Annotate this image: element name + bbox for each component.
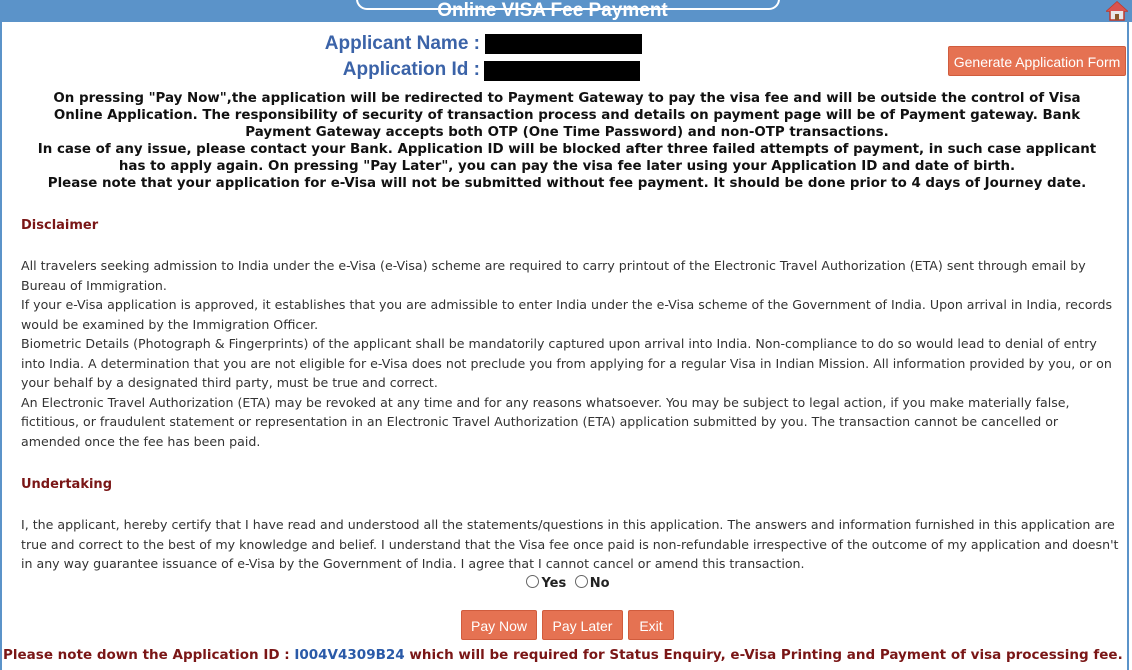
disclaimer-paragraph: If your e-Visa application is approved, it establishes that you are admissible to enter India under the e-Visa scheme of the Government of India. Upon arrival in India, records would be examined by the Immigration Officer. (21, 297, 1113, 332)
pay-now-button[interactable]: Pay Now (461, 610, 537, 640)
home-icon[interactable] (1106, 1, 1128, 21)
frame-border-left (0, 22, 2, 670)
disclaimer-heading: Disclaimer (21, 218, 99, 233)
disclaimer-paragraph: All travelers seeking admission to India under the e-Visa (e-Visa) scheme are required to carry printout of the Electronic Travel Authorization (ETA) sent through email by Bureau of Immigration. (21, 258, 1086, 293)
undertaking-heading: Undertaking (21, 477, 112, 492)
yes-label: Yes (541, 576, 567, 591)
generate-application-form-button[interactable]: Generate Application Form (948, 46, 1126, 76)
disclaimer-paragraph: Biometric Details (Photograph & Fingerprints) of the applicant shall be mandatorily captured upon arrival into India. Non-compliance to do so would lead to denial of entry into India. A determination that you are not eligible for e-Visa does not preclude you from applying for a regular Visa in Indian Mission. All information provided by you, or on your behalf by a designated third party, must be true and correct. (21, 336, 1112, 390)
page-title: Online VISA Fee Payment (437, 0, 668, 21)
application-id-label: Application Id : (342, 59, 480, 80)
footer-suffix: which will be required for Status Enquiry, e-Visa Printing and Payment of visa processing fee. (409, 647, 1123, 663)
notice-line: Online Application. The responsibility of security of transaction process and details on payment page will be of Payment gateway. Bank (53, 108, 1081, 123)
notice-line: Please note that your application for e-Visa will not be submitted without fee payment. It should be done prior to 4 days of Journey date. (47, 176, 1087, 191)
notice-line: In case of any issue, please contact your Bank. Application ID will be blocked after three failed attempts of payment, in such case applicant (37, 142, 1097, 157)
application-id-redacted (484, 61, 640, 81)
applicant-name-redacted (485, 34, 642, 54)
notice-line: has to apply again. On pressing "Pay Later", you can pay the visa fee later using your Application ID and date of birth. (118, 159, 1016, 174)
notice-line: On pressing "Pay Now",the application will be redirected to Payment Gateway to pay the visa fee and will be outside the control of Visa (53, 91, 1081, 106)
applicant-name-label: Applicant Name : (324, 33, 480, 54)
footer-prefix: Please note down the Application ID : (3, 647, 290, 663)
application-id-footer (3, 647, 1123, 663)
exit-button[interactable]: Exit (628, 610, 674, 640)
footer-application-id: I004V4309B24 (294, 647, 405, 663)
notice-line: Payment Gateway accepts both OTP (One Time Password) and non-OTP transactions. (245, 125, 889, 140)
disclaimer-paragraph: An Electronic Travel Authorization (ETA) may be revoked at any time and for any reasons whatsoever. You may be subject to legal action, if you make materially false, fictitious, or fraudulent statement or representation in an Electronic Travel Authorization (ETA) application submitted by you. The transaction cannot be cancelled or amended once the fee has been paid. (21, 394, 1070, 449)
disclaimer-text (21, 256, 1121, 451)
undertaking-text: I, the applicant, hereby certify that I have read and understood all the statements/questions in this application. The answers and information furnished in this application are true and correct to the best of my knowledge and belief. I understand that the Visa fee once paid is non-refundable irrespective of the outcome of my application and doesn't in any way guarantee issuance of e-Visa by the Government of India. I agree that I cannot cancel or amend this transaction. (21, 517, 1119, 571)
no-radio[interactable] (575, 575, 588, 588)
frame-border-right (1127, 22, 1129, 670)
yes-radio[interactable] (526, 575, 539, 588)
pay-later-button[interactable]: Pay Later (542, 610, 623, 640)
no-label: No (589, 576, 610, 591)
payment-notice (8, 90, 1126, 192)
agreement-radio-group (0, 575, 1132, 591)
